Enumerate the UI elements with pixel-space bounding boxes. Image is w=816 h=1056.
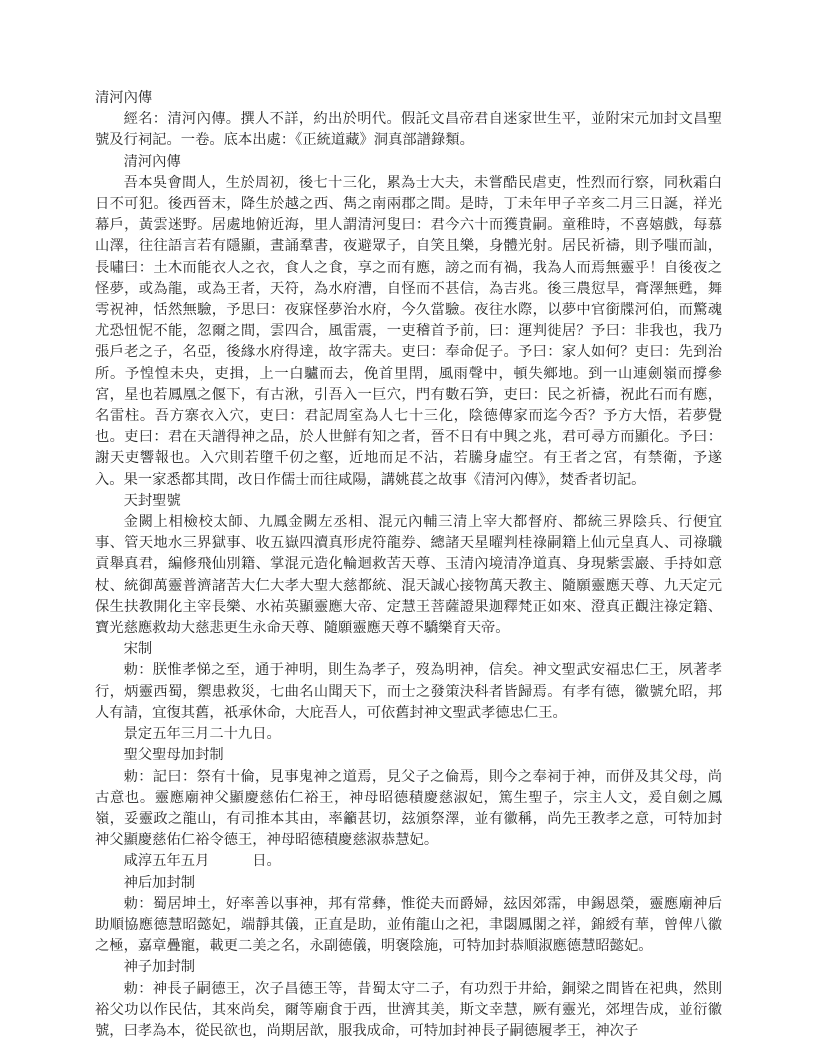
paragraph-section-title-sons-enfeoffment: 神子加封制 (123, 959, 196, 976)
paragraph-section-title-parents-enfeoffment: 聖父聖母加封制 (123, 747, 224, 764)
paragraph-section-title-qinghe-neichuan: 清河內傳 (123, 153, 181, 170)
paragraph-section-title-tianfeng-shenghao: 天封聖號 (123, 492, 181, 509)
paragraph-section-title-song-edict: 宋制 (123, 641, 153, 658)
document-title: 清河內傳 (95, 90, 153, 106)
paragraph-section-title-consort-enfeoffment: 神后加封制 (123, 874, 196, 891)
paragraph-body-sons-edict: 勅：神長子嗣德王，次子昌德王等，昔蜀太守二子，有功烈于井給，銅梁之間皆在祀典，然則裕父功以作民估，其來尚矣，爾等廟食于西，世濟其美，斯文幸慧，厥有靈光，郊埋告成，並衍徽號，曰孝為本，從民欲也，尚期居歆，服我成命，可特加封神長子嗣德履孝王，神次子 (95, 980, 722, 1039)
document-body (95, 109, 722, 1042)
paragraph-body-autobiography: 吾本吳會間人，生於周初，後七十三化，累為士大夫，未嘗酷民虐吏，性烈而行察，同秋霜白日不可犯。後西晉末，降生於越之西、雋之南兩郡之間。是時，丁未年甲子辛亥二月三日誕，祥光幕戶，黃雲迷野。居處地俯近海，里人謂清河叟曰：君今六十而獲貴嗣。童稚時，不喜嬉戲，每慕山澤，往往語言若有隱顯，晝誦羣書，夜避眾子，自笑且樂，身體光射。居民祈禱，則予嗤而訕，長嘯曰：土木而能衣人之衣，食人之食，享之而有應，謗之而有禍，我為人而焉無靈乎！自後夜之怪夢，或為龍，或為王者，天符，為水府漕，自怪而不甚信，為吉兆。後三農愆旱，膏澤無甦，舞雩祝神，恬然無驗，予思曰：夜寐怪夢治水府，今久當驗。夜往水際，以夢中官銜牒河伯，而驚魂尤恐忸怩不能，忽爾之間，雲四合，風雷震，一吏稽首予前，曰：運判徙居？予曰：非我也，我乃張戶老之子，名亞，後緣水府得達，故字霈夫。吏曰：奉命促子。予曰：家人如何？吏曰：先到治所。予惶惶未央，吏揖，上一白驢而去，俛首里閈，風雨聲中，頓失鄉地。到一山連劍嶺而撐參宮，星也若鳳凰之偃下，有古湫，引吾入一巨穴，門有數石笋，吏曰：民之祈禱，祝此石而有應，名雷柱。吾方寨衣入穴，吏曰：君記周室為人七十三化，陰德傳家而迄今否？予方大悟，若夢覺也。吏曰：君在天譜得神之品，於人世鮮有知之者，晉不日有中興之兆，君可尋方而顯化。予曰：謝天吏響報也。入穴則若墮千仞之壑，近地而足不沾，若騰身虛空。有王者之宮，有禁衛，予遂入。果一家悉都其間，改日作儒士而往咸陽，講姚萇之故事《清河內傳》，焚香者切記。 (95, 174, 722, 488)
paragraph-colophon: 經名：清河內傳。撰人不詳，約出於明代。假託文昌帝君自迷家世生平，並附宋元加封文昌聖號及行祠記。一卷。底本出處：《正統道藏》洞真部譜錄類。 (95, 111, 722, 149)
paragraph-body-song-edict: 勅：朕惟孝悌之至，通于神明，則生為孝子，歿為明神，信矣。神文聖武安福忠仁王，夙著孝行，炳靈西蜀，禦患救災，七曲名山聞天下，而士之發策決科者皆歸焉。有孝有德，徽號允昭，邦人有請，宜復其舊，祇承休命，大庇吾人，可依舊封神文聖武孝德忠仁王。 (95, 662, 722, 721)
paragraph-body-heavenly-titles: 金闕上相檢校太師、九鳳金闕左丞相、混元內輔三清上宰大都督府、都統三界陰兵、行便宜事、管天地水三界獄事、收五嶽四瀆真形虎符龍券、總諸天星曜判桂祿嗣籍上仙元皇真人、司祿職貢舉真君，編修飛仙別籍、掌混元造化輪迴救苦天尊、玉清內境清净道真、身現紫雲巖、手持如意杖、統御萬靈普濟諸苦大仁大孝大聖大慈都統、混天誠心接物萬天教主、隨願靈應天尊、九天定元保生扶教開化主宰長樂、水祐英顯靈應大帝、定慧王菩薩證果迦釋梵正如來、澄真正觀注祿定籍、寶光慈應救劫大慈悲更生永命天尊、隨願靈應天尊不驕樂育天帝。 (95, 514, 722, 637)
paragraph-date-jingding: 景定五年三月二十九日。 (123, 726, 281, 743)
paragraph-date-xianchun: 咸淳五年五月 日。 (123, 853, 281, 870)
paragraph-body-consort-edict: 勅：蜀居坤土，好率善以事神，邦有常彝，惟從夫而爵婦，玆因郊霈，申錫恩榮，靈應廟神后助順協應德慧昭懿妃，端靜其儀，正直是助，並侑龍山之祀，聿閟鳳閣之祥，錦綬有華，曾俾八徽之極，嘉章疊寵，載更二美之名，永副德儀，明褒陰施，可特加封恭順淑應德慧昭懿妃。 (95, 895, 722, 955)
paragraph-body-parents-edict: 勅：記曰：祭有十倫，見事鬼神之道焉，見父子之倫焉，則今之奉祠于神，而併及其父母，尚古意也。靈應廟神父顯慶慈佑仁裕王，神母昭德積慶慈淑妃，篤生聖子，宗主人文，爰自劍之鳳嶺，妥靈政之龍山，有司推本其由，率籲甚切，玆頒祭澤，並有徽稱，尚先王教孝之意，可特加封神父顯慶慈佑仁裕令德王，神母昭德積慶慈淑恭慧妃。 (95, 768, 722, 849)
